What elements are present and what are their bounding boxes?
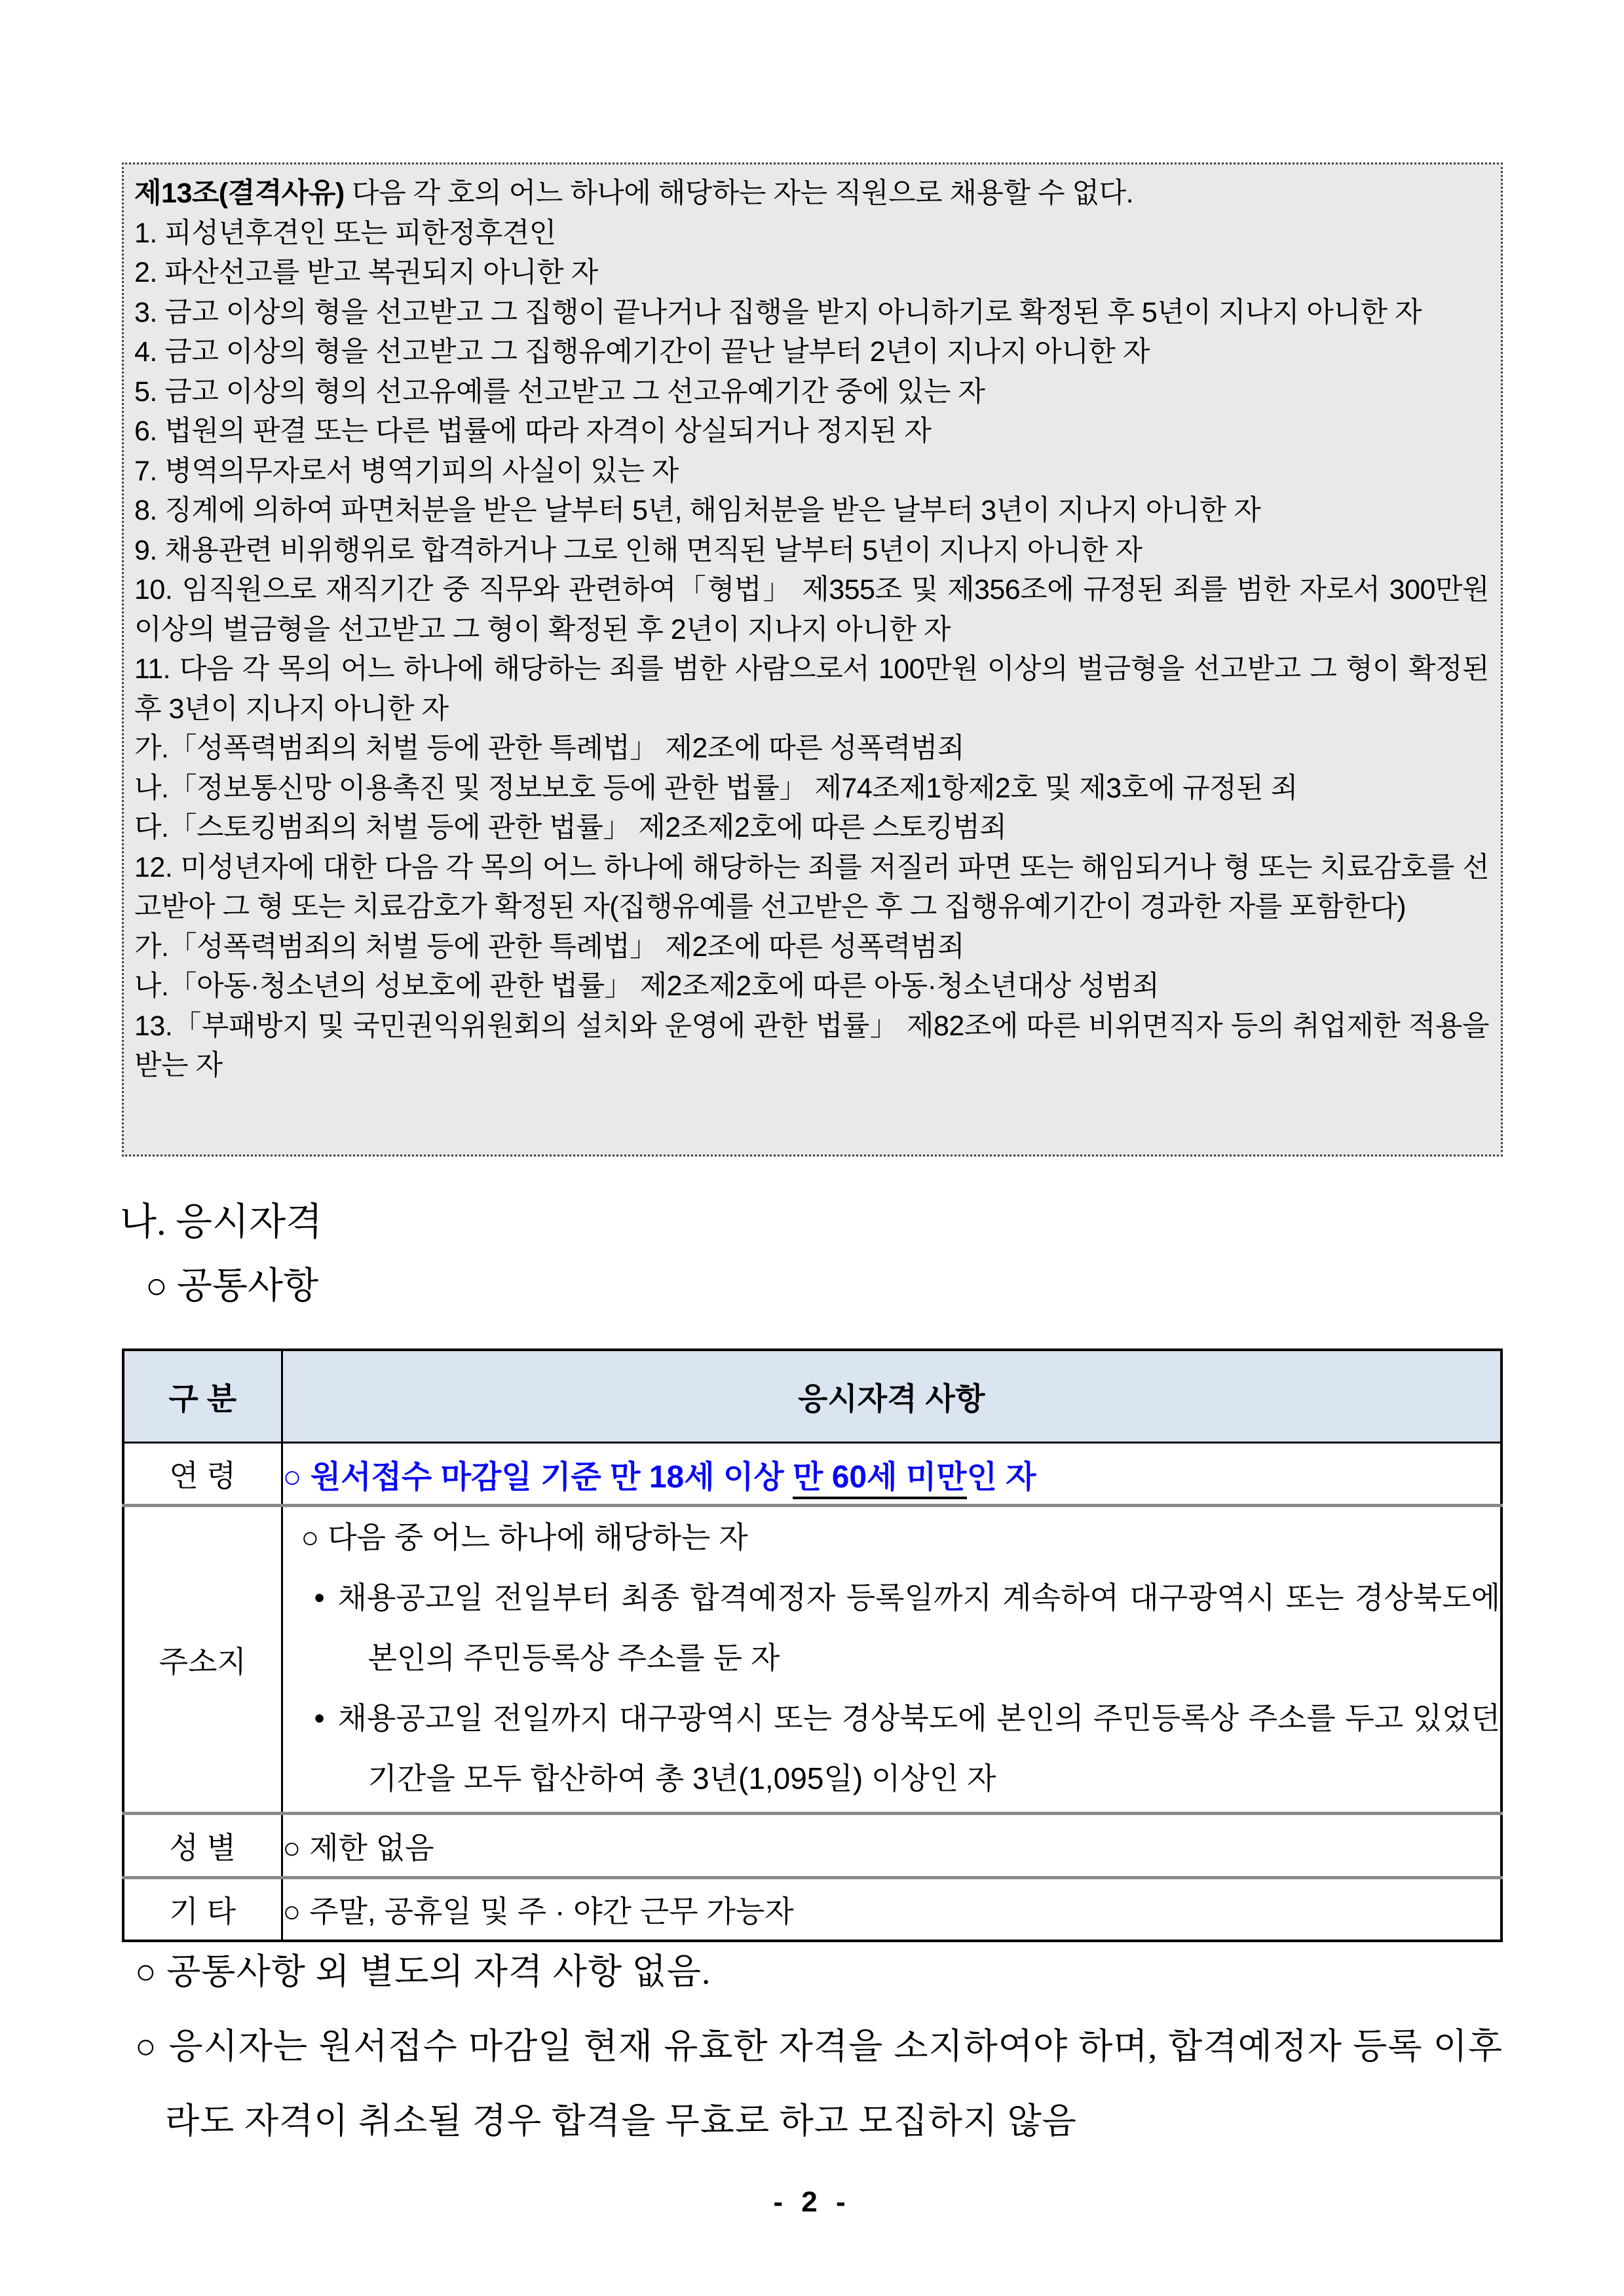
table-row-address [123, 1506, 1501, 1814]
law-item: 7. 병역의무자로서 병역기피의 사실이 있는 자 [134, 455, 679, 487]
law-item: 6. 법원의 판결 또는 다른 법률에 따라 자격이 상실되거나 정지된 자 [134, 415, 932, 447]
law-article-intro [134, 174, 1489, 214]
law-subitem: 다.「스토킹범죄의 처벌 등에 관한 법률」 제2조제2호에 따른 스토킹범죄 [134, 812, 1007, 843]
law-subitem: 가.「성폭력범죄의 처벌 등에 관한 특례법」 제2조에 따른 성폭력범죄 [134, 930, 964, 963]
row-label-address: 주소지 [123, 1506, 282, 1814]
bullet-icon: • [314, 1580, 325, 1615]
law-article-intro-text: 다음 각 호의 어느 하나에 해당하는 자는 직원으로 채용할 수 없다. [344, 178, 1134, 209]
table-row-etc [123, 1878, 1501, 1942]
law-item: 8. 징계에 의하여 파면처분을 받은 날부터 5년, 해임처분을 받은 날부터 3년이 지나지 아니한 자 [134, 495, 1261, 526]
age-text-underlined: 만 60세 미만 [793, 1460, 967, 1499]
address-bullet-text: 채용공고일 전일부터 최종 합격예정자 등록일까지 계속하여 대구광역시 또는 경상북도에 본인의 주민등록상 주소를 둔 자 [337, 1580, 1500, 1675]
section-heading: 나. 응시자격 [120, 1200, 323, 1243]
bullet-icon: • [314, 1701, 325, 1735]
law-item: 3. 금고 이상의 형을 선고받고 그 집행이 끝나거나 집행을 받지 아니하기로 확정된 후 5년이 지나지 아니한 자 [134, 296, 1422, 328]
law-subitem: 나.「정보통신망 이용촉진 및 정보보호 등에 관한 법률」 제74조제1항제2호 및 제3호에 규정된 죄 [134, 772, 1298, 804]
footnote: ○ 응시자는 원서접수 마감일 현재 유효한 자격을 소지하여야 하며, 합격예정자 등록 이후라도 자격이 취소될 경우 합격을 무효로 하고 모집하지 않음 [135, 2027, 1503, 2141]
table-header-row [123, 1350, 1501, 1443]
footnote: ○ 공통사항 외 별도의 자격 사항 없음. [135, 1952, 711, 1991]
law-article-title: 제13조(결격사유) [134, 178, 345, 209]
age-text: ○ 원서접수 마감일 기준 만 18세 이상 [282, 1459, 793, 1495]
law-item: 2. 파산선고를 받고 복권되지 아니한 자 [134, 257, 598, 288]
address-bullet [283, 1567, 1501, 1688]
address-bullet [283, 1688, 1501, 1808]
law-subitem: 나.「아동·청소년의 성보호에 관한 법률」 제2조제2호에 따른 아동·청소년대상 성범죄 [134, 970, 1160, 1002]
law-item: 11. 다음 각 목의 어느 하나에 해당하는 죄를 범한 사람으로서 100만원 이상의 벌금형을 선고받고 그 형이 확정된 후 3년이 지나지 아니한 자 [134, 653, 1489, 725]
row-label-age: 연 령 [123, 1443, 282, 1506]
address-bullet-text: 채용공고일 전일까지 대구광역시 또는 경상북도에 본인의 주민등록상 주소를 두고 있었던 기간을 모두 합산하여 총 3년(1,095일) 이상인 자 [337, 1701, 1500, 1795]
address-intro: ○ 다음 중 어느 하나에 해당하는 자 [301, 1520, 748, 1554]
law-item: 13.「부패방지 및 국민권익위원회의 설치와 운영에 관한 법률」 제82조에 따른 비위면직자 등의 취업제한 적용을 받는 자 [134, 1010, 1489, 1081]
table-row-gender [123, 1814, 1501, 1878]
age-requirement [282, 1443, 1501, 1506]
law-item: 9. 채용관련 비위행위로 합격하거나 그로 인해 면직된 날부터 5년이 지나지 아니한 자 [134, 534, 1142, 566]
address-requirement [282, 1506, 1501, 1814]
law-item: 5. 금고 이상의 형의 선고유예를 선고받고 그 선고유예기간 중에 있는 자 [134, 375, 985, 408]
eligibility-table [122, 1349, 1503, 1942]
table-row-age [123, 1443, 1501, 1506]
law-item: 12. 미성년자에 대한 다음 각 목의 어느 하나에 해당하는 죄를 저질러 파면 또는 해임되거나 형 또는 치료감호를 선고받아 그 형 또는 치료감호가 확정된 자(집행유예를 선고받은 후 그 집행유예기간이 경과한 자를 포함한다) [134, 851, 1489, 923]
age-text-suffix: 인 자 [966, 1459, 1036, 1495]
row-label-etc: 기 타 [123, 1878, 282, 1942]
column-header-category: 구 분 [123, 1350, 282, 1443]
section-subheading: ○ 공통사항 [145, 1266, 319, 1307]
gender-requirement: ○ 제한 없음 [282, 1814, 1501, 1878]
law-subitem: 가.「성폭력범죄의 처벌 등에 관한 특례법」 제2조에 따른 성폭력범죄 [134, 733, 964, 764]
disqualification-statute-box [122, 163, 1503, 1157]
law-item: 4. 금고 이상의 형을 선고받고 그 집행유예기간이 끝난 날부터 2년이 지나지 아니한 자 [134, 336, 1150, 368]
page-number: - 2 - [773, 2186, 851, 2218]
etc-requirement: ○ 주말, 공휴일 및 주 · 야간 근무 가능자 [282, 1894, 794, 1928]
row-label-gender: 성 별 [123, 1814, 282, 1878]
column-header-requirements: 응시자격 사항 [282, 1350, 1501, 1443]
law-item: 1. 피성년후견인 또는 피한정후견인 [134, 217, 556, 249]
law-item: 10. 임직원으로 재직기간 중 직무와 관련하여「형법」 제355조 및 제356조에 규정된 죄를 범한 자로서 300만원 이상의 벌금형을 선고받고 그 형이 확정된 후 2년이 지나지 아니한 자 [134, 574, 1489, 645]
